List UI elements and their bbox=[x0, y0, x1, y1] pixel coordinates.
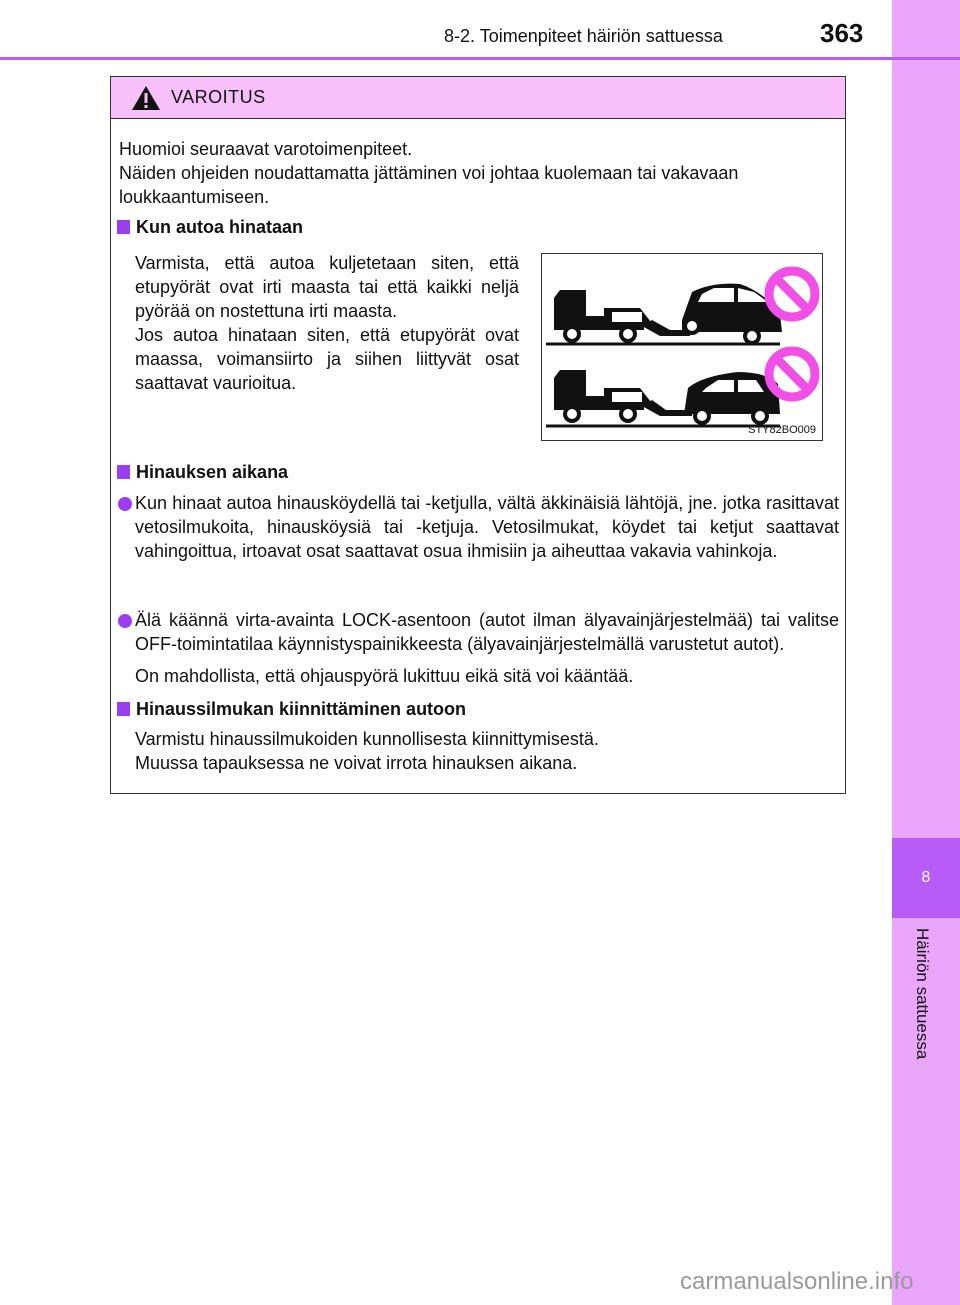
tow-truck-prohibited-icon bbox=[542, 254, 822, 440]
bullet-item: Älä käännä virta-avainta LOCK-asentoon (autot ilman älyavainjärjestelmää) tai valitse OFF-toimintatilaa käynnistyspainikkeesta (älyavainjärjestelmällä varustetut autot). bbox=[135, 610, 839, 654]
section-heading-text: Hinauksen aikana bbox=[136, 462, 289, 482]
chapter-label: Häiriön sattuessa bbox=[913, 928, 932, 1060]
warning-title: VAROITUS bbox=[171, 87, 266, 107]
illustration-code: STY82BO009 bbox=[748, 424, 816, 436]
towing-text-2: Jos autoa hinataan siten, että etupyörät ovat maassa, voimansiirto ja siihen liittyvät osat saattavat vaurioitua. bbox=[135, 325, 519, 393]
section-title: 8-2. Toimenpiteet häiriön sattuessa bbox=[444, 26, 723, 46]
tow-eyelet-text-2: Muussa tapauksessa ne voivat irrota hinauksen aikana. bbox=[135, 753, 578, 773]
page-number: 363 bbox=[820, 18, 864, 48]
towing-text-1: Varmista, että autoa kuljetetaan siten, että etupyörät ovat irti maasta tai että kaikki neljä pyörää on nostettuna irti maasta. bbox=[135, 253, 519, 321]
square-marker-icon bbox=[117, 702, 130, 716]
warning-box bbox=[110, 76, 846, 794]
header-divider bbox=[0, 57, 960, 60]
intro-line-2: Näiden ohjeiden noudattamatta jättäminen voi johtaa kuolemaan tai vakavaan loukkaantumiseen. bbox=[119, 163, 739, 207]
intro-line-1: Huomioi seuraavat varotoimenpiteet. bbox=[119, 139, 413, 159]
chapter-number-tab[interactable]: 8 bbox=[892, 838, 960, 918]
watermark-link[interactable]: carmanualsonline.info bbox=[680, 1268, 914, 1295]
warning-triangle-icon bbox=[131, 85, 161, 111]
round-bullet-icon bbox=[118, 614, 132, 628]
towing-text bbox=[135, 251, 519, 395]
section-heading-tow-eyelet bbox=[117, 697, 466, 721]
square-marker-icon bbox=[117, 220, 130, 234]
round-bullet-icon bbox=[118, 497, 132, 511]
tow-eyelet-text-1: Varmistu hinaussilmukoiden kunnollisesta kiinnittymisestä. bbox=[135, 729, 599, 749]
bullet-item: Kun hinaat autoa hinausköydellä tai -ketjulla, vältä äkkinäisiä lähtöjä, jne. jotka rasittavat vetosilmukoita, hinausköysiä tai -ketjuja. Vetosilmukat, köydet tai ketjut saattavat vahingoittua, irtoavat osat saattavat osua ihmisiin ja aiheuttaa vakavia vahinkoja. bbox=[135, 493, 839, 561]
warning-intro bbox=[119, 137, 839, 209]
towing-illustration bbox=[541, 253, 823, 441]
warning-header bbox=[111, 77, 845, 119]
tow-eyelet-text bbox=[135, 727, 839, 775]
section-heading-text: Hinaussilmukan kiinnittäminen autoon bbox=[136, 699, 467, 719]
section-heading-text: Kun autoa hinataan bbox=[136, 217, 304, 237]
square-marker-icon bbox=[117, 465, 130, 479]
bullet-item-note: On mahdollista, että ohjauspyörä lukittuu eikä sitä voi kääntää. bbox=[135, 666, 634, 686]
chapter-side-tab bbox=[892, 0, 960, 1305]
section-heading-during-towing bbox=[117, 460, 288, 484]
section-heading-towing bbox=[117, 215, 303, 239]
